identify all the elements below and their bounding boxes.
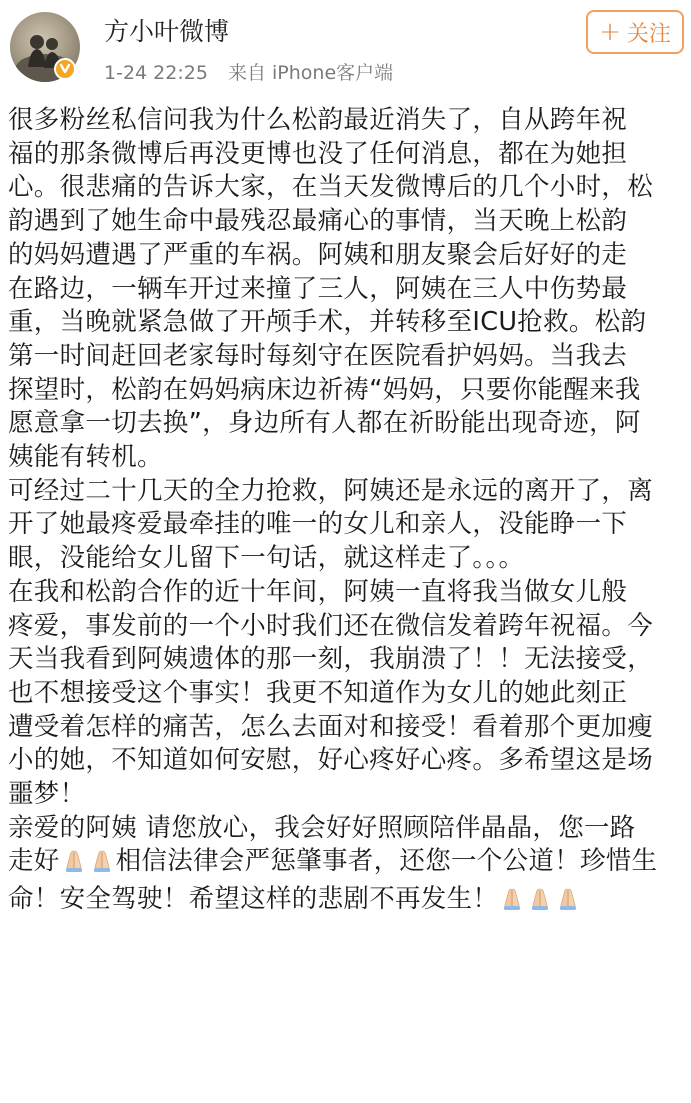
- source-prefix: 来自: [227, 62, 266, 84]
- post-timestamp: 1-24 22:25: [104, 62, 208, 84]
- text-line: 姨能有转机。: [8, 442, 163, 473]
- text-line: 也不想接受这个事实！我更不知道作为女儿的她此刻正: [8, 677, 628, 708]
- folded-hands-emoji-icon: [61, 847, 87, 883]
- text-line: 重，当晚就紧急做了开颅手术，并转移至ICU抢救。松韵: [8, 307, 647, 338]
- folded-hands-emoji-icon: [89, 847, 115, 883]
- text-line: 在路边，一辆车开过来撞了三人，阿姨在三人中伤势最: [8, 273, 628, 304]
- follow-label: 关注: [626, 21, 671, 47]
- text-line: 的妈妈遭遇了严重的车祸。阿姨和朋友聚会后好好的走: [8, 239, 628, 270]
- text-line: 韵遇到了她生命中最残忍最痛心的事情，当天晚上松韵: [8, 206, 628, 237]
- text-line: 心。很悲痛的告诉大家，在当天发微博后的几个小时，松: [8, 172, 654, 203]
- post-paragraph-4: [8, 812, 688, 921]
- text-line: [8, 845, 688, 883]
- plus-icon: +: [599, 17, 621, 47]
- post-meta: [104, 60, 393, 86]
- text-fragment: 走好: [8, 846, 60, 877]
- text-fragment: 命！安全驾驶！希望这样的悲剧不再发生！: [8, 884, 499, 915]
- text-line: 在我和松韵合作的近十年间，阿姨一直将我当做女儿般: [8, 576, 628, 607]
- post-source: iPhone客户端: [272, 62, 394, 84]
- verified-badge-icon: [54, 58, 76, 80]
- folded-hands-emoji-icon: [527, 885, 553, 921]
- text-line: 可经过二十几天的全力抢救，阿姨还是永远的离开了，离: [8, 475, 654, 506]
- text-line: 疼爱，事发前的一个小时我们还在微信发着跨年祝福。今: [8, 610, 654, 641]
- text-line: 噩梦！: [8, 779, 86, 810]
- text-line: 福的那条微博后再没更博也没了任何消息，都在为她担: [8, 138, 628, 169]
- post-paragraph-3: [8, 576, 688, 812]
- text-line: 第一时间赶回老家每时每刻守在医院看护妈妈。当我去: [8, 340, 628, 371]
- text-line: 开了她最疼爱最牵挂的唯一的女儿和亲人，没能睁一下: [8, 509, 628, 540]
- post-body: [8, 104, 688, 921]
- text-line: 亲爱的阿姨 请您放心，我会好好照顾陪伴晶晶，您一路: [8, 812, 636, 843]
- follow-button[interactable]: [586, 10, 684, 54]
- text-line: 小的她，不知道如何安慰，好心疼好心疼。多希望这是场: [8, 745, 654, 776]
- text-line: 很多粉丝私信问我为什么松韵最近消失了，自从跨年祝: [8, 105, 628, 135]
- post-header: [0, 0, 691, 100]
- text-line: 眼，没能给女儿留下一句话，就这样走了。。。: [8, 543, 525, 574]
- text-line: 愿意拿一切去换”，身边所有人都在祈盼能出现奇迹，阿: [8, 408, 641, 439]
- text-line: 探望时，松韵在妈妈病床边祈祷“妈妈，只要你能醒来我: [8, 374, 641, 405]
- text-fragment: 相信法律会严惩肇事者，还您一个公道！珍惜生: [115, 846, 658, 877]
- folded-hands-emoji-icon: [499, 885, 525, 921]
- post-paragraph-1: [8, 104, 688, 475]
- text-line: 天当我看到阿姨遗体的那一刻，我崩溃了！！无法接受，: [8, 644, 654, 675]
- post-paragraph-2: [8, 475, 688, 576]
- text-line: 遭受着怎样的痛苦，怎么去面对和接受！看着那个更加瘦: [8, 711, 654, 742]
- username[interactable]: 方小叶微博: [104, 17, 230, 46]
- folded-hands-emoji-icon: [555, 885, 581, 921]
- text-line: [8, 883, 688, 921]
